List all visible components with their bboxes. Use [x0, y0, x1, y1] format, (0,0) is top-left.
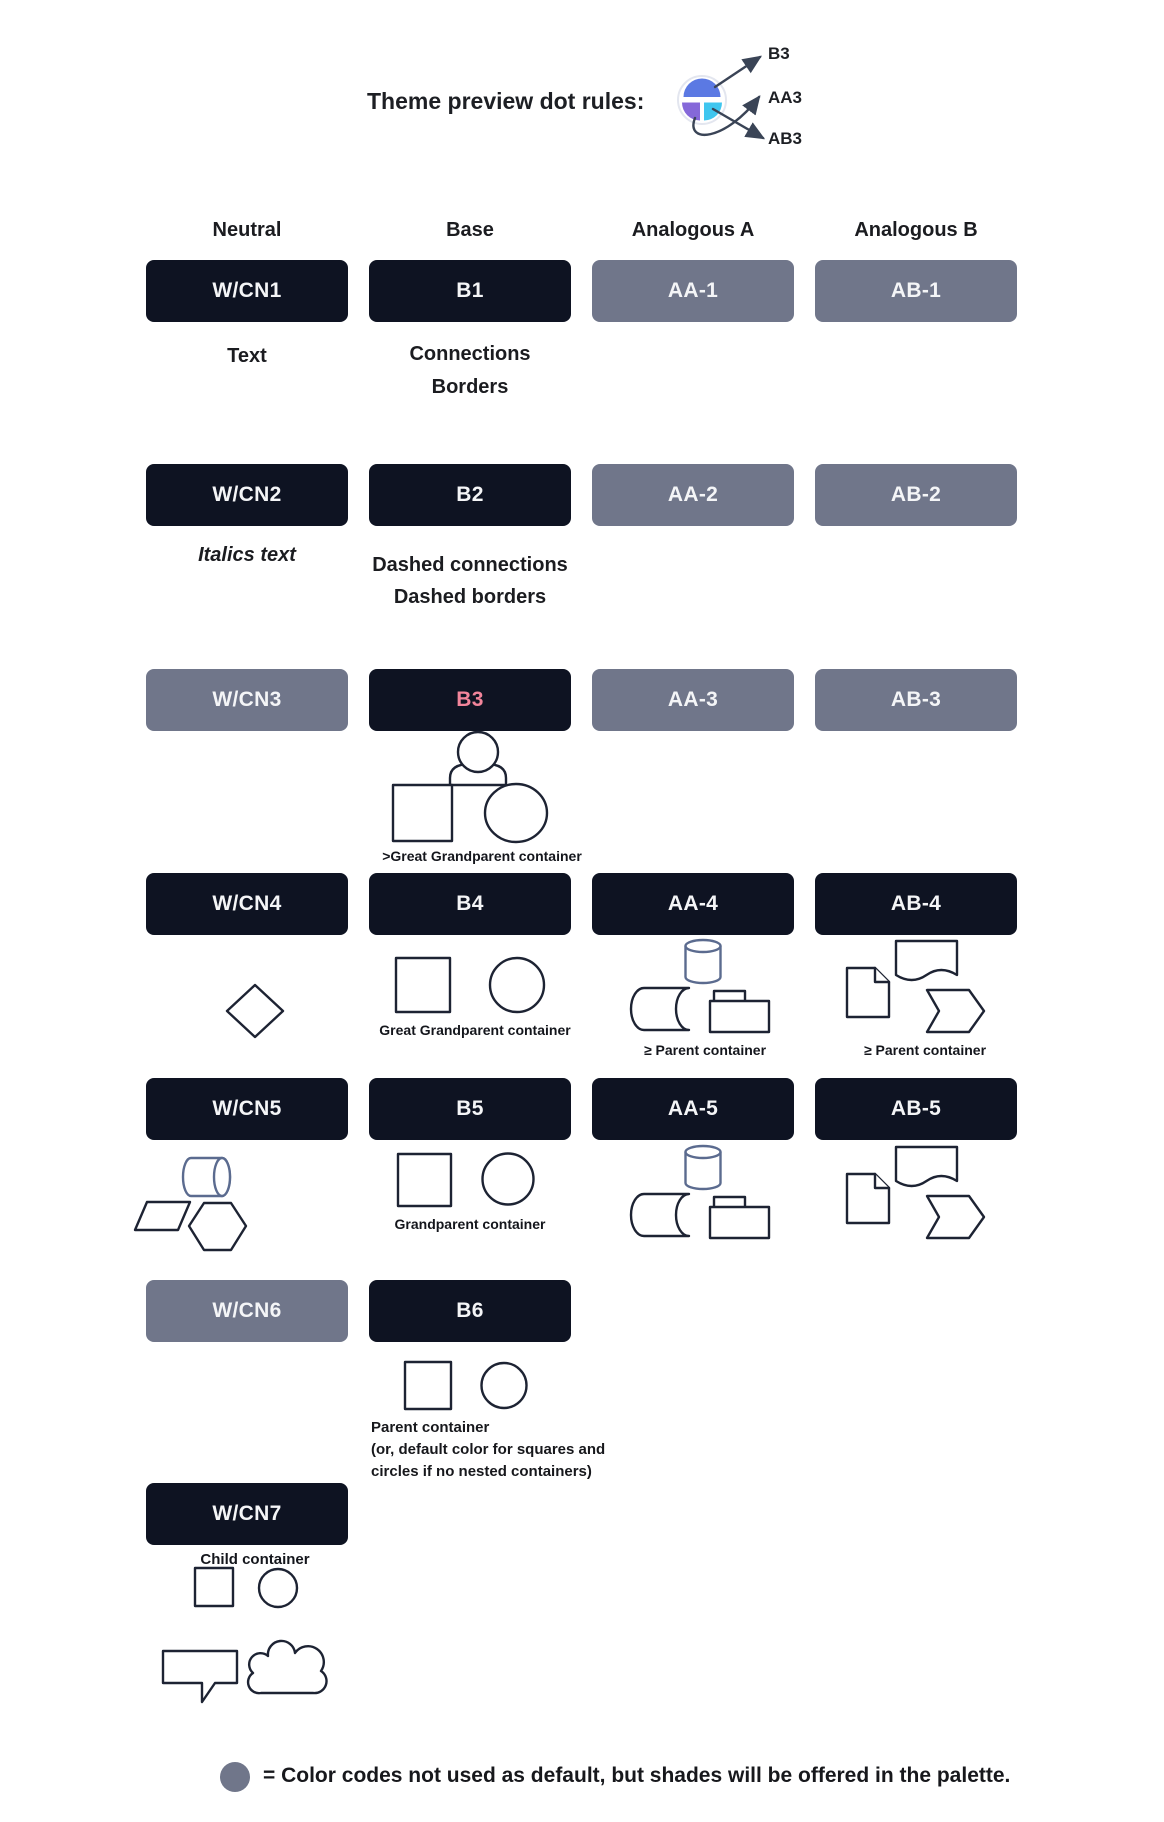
caption-italics-text: Italics text — [198, 544, 296, 566]
chevron-icon — [927, 990, 984, 1032]
bubble-cloud-group — [155, 1638, 340, 1708]
document-icon — [847, 1174, 889, 1223]
aa4-shape-group — [625, 936, 815, 1036]
swatch-ab4: AB-4 — [815, 873, 1017, 935]
caption-dashed-borders: Dashed borders — [393, 586, 547, 608]
b4-shape-group — [390, 952, 555, 1020]
swatch-b5: B5 — [369, 1078, 571, 1140]
caption-borders: Borders — [431, 376, 509, 398]
swatch-wcn4: W/CN4 — [146, 873, 348, 935]
dot-label-ab3: AB3 — [768, 129, 803, 148]
swatch-b4: B4 — [369, 873, 571, 935]
b5-shape-group — [390, 1148, 555, 1210]
column-header-analogous-a: Analogous A — [631, 219, 755, 241]
caption-dashed-connections: Dashed connections — [372, 554, 568, 576]
circle-icon — [482, 1363, 527, 1408]
column-header-neutral: Neutral — [212, 219, 282, 241]
stored-data-icon — [631, 988, 689, 1030]
swatch-wcn5: W/CN5 — [146, 1078, 348, 1140]
page-title: Theme preview dot rules: — [367, 88, 645, 114]
caption-text: Text — [227, 345, 267, 367]
tape-icon — [896, 941, 957, 980]
diamond-icon — [227, 985, 283, 1037]
cylinder-end-icon — [214, 1158, 230, 1196]
square-icon — [405, 1362, 451, 1409]
parallelogram-icon — [135, 1202, 190, 1230]
document-icon — [847, 968, 889, 1017]
square-icon — [195, 1568, 233, 1606]
column-header-analogous-b: Analogous B — [854, 219, 978, 241]
swatch-b2: B2 — [369, 464, 571, 526]
ab5-shape-group — [835, 1142, 995, 1242]
cylinder-top-icon — [686, 1146, 721, 1158]
aa5-shape-group — [625, 1142, 815, 1242]
swatch-aa1: AA-1 — [592, 260, 794, 322]
tape-icon — [896, 1147, 957, 1186]
swatch-wcn1: W/CN1 — [146, 260, 348, 322]
caption-connections: Connections — [409, 343, 531, 365]
wcn7-shape-group — [190, 1564, 305, 1612]
ellipse-icon — [485, 784, 547, 842]
square-icon — [396, 958, 450, 1012]
cloud-icon — [248, 1641, 326, 1693]
ab4-shapes-label: ≥ Parent container — [863, 1042, 987, 1058]
b6-label-line1: Parent container — [371, 1419, 490, 1436]
square-icon — [393, 785, 452, 841]
speech-bubble-icon — [163, 1651, 237, 1702]
legend-dot-icon — [220, 1762, 250, 1792]
circle-icon — [259, 1569, 297, 1607]
dot-label-b3: B3 — [768, 44, 790, 63]
hexagon-icon — [189, 1203, 246, 1250]
swatch-b6: B6 — [369, 1280, 571, 1342]
swatch-b3: B3 — [369, 669, 571, 731]
aa4-shapes-label: ≥ Parent container — [643, 1042, 767, 1058]
folder-icon — [710, 1001, 769, 1032]
swatch-b1: B1 — [369, 260, 571, 322]
circle-icon — [483, 1154, 534, 1205]
stored-data-icon — [631, 1194, 689, 1236]
wcn4-shape-group — [225, 983, 285, 1039]
arrow-to-b3 — [715, 57, 760, 87]
swatch-wcn6: W/CN6 — [146, 1280, 348, 1342]
b3-shape-group — [390, 726, 560, 852]
dot-label-aa3: AA3 — [768, 88, 803, 107]
swatch-ab1: AB-1 — [815, 260, 1017, 322]
square-icon — [398, 1154, 451, 1206]
b6-shapes-label — [371, 1417, 631, 1483]
b6-label-line2: (or, default color for squares and — [371, 1441, 606, 1458]
document-fold-icon — [875, 1174, 889, 1188]
wcn5-shape-group — [130, 1150, 255, 1255]
b5-shapes-label: Grandparent container — [394, 1216, 546, 1232]
swatch-wcn3: W/CN3 — [146, 669, 348, 731]
swatch-ab5: AB-5 — [815, 1078, 1017, 1140]
b6-label-line3: circles if no nested containers) — [371, 1463, 592, 1480]
circle-icon — [490, 958, 544, 1012]
chevron-icon — [927, 1196, 984, 1238]
swatch-wcn2: W/CN2 — [146, 464, 348, 526]
swatch-aa2: AA-2 — [592, 464, 794, 526]
folder-icon — [710, 1207, 769, 1238]
b3-shapes-label: >Great Grandparent container — [382, 848, 582, 864]
arrow-to-ab3 — [713, 109, 763, 138]
swatch-aa3: AA-3 — [592, 669, 794, 731]
actor-head-icon — [458, 732, 498, 772]
swatch-ab3: AB-3 — [815, 669, 1017, 731]
ab4-shape-group — [835, 936, 995, 1036]
document-fold-icon — [875, 968, 889, 982]
swatch-ab2: AB-2 — [815, 464, 1017, 526]
cylinder-top-icon — [686, 940, 721, 952]
theme-dot-icon — [655, 30, 855, 165]
wcn7-shapes-label: Child container — [200, 1551, 310, 1568]
legend-text: = Color codes not used as default, but shades will be offered in the palette. — [263, 1764, 1011, 1787]
swatch-aa5: AA-5 — [592, 1078, 794, 1140]
swatch-wcn7: W/CN7 — [146, 1483, 348, 1545]
swatch-aa4: AA-4 — [592, 873, 794, 935]
column-header-base: Base — [446, 219, 494, 241]
b6-shape-group — [390, 1358, 555, 1414]
b4-shapes-label: Great Grandparent container — [379, 1022, 571, 1038]
